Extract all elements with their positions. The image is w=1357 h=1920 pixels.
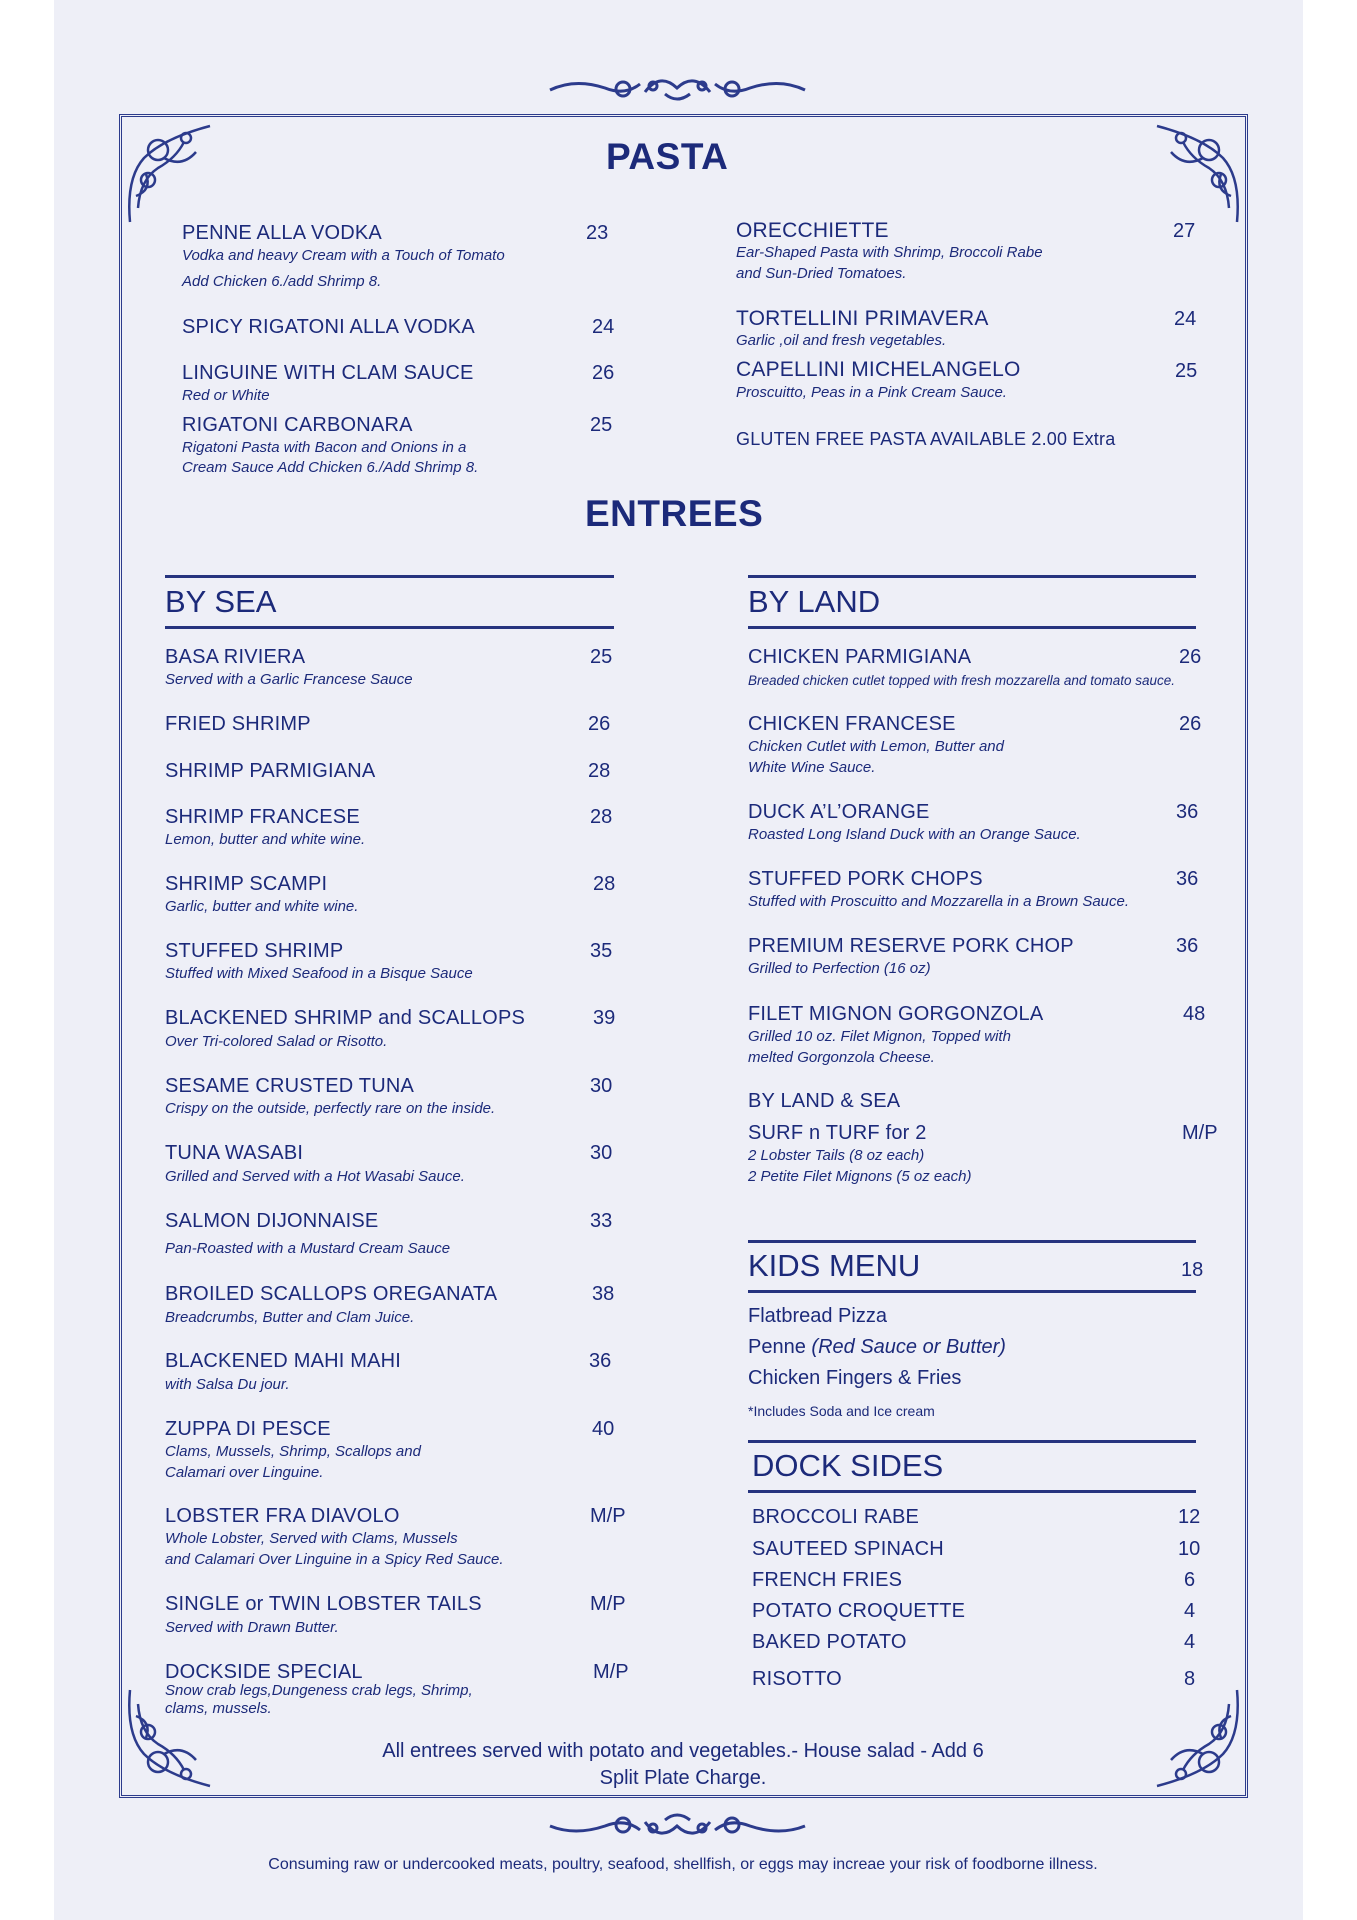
divider <box>748 1440 1196 1443</box>
side-item-price: 10 <box>1178 1538 1201 1560</box>
menu-item-price: 35 <box>590 940 613 962</box>
menu-item-desc: Garlic ,oil and fresh vegetables. <box>736 332 947 349</box>
menu-item-name: LOBSTER FRA DIAVOLO <box>165 1505 400 1527</box>
menu-item-price: 36 <box>1176 801 1199 823</box>
menu-item-price: 27 <box>1173 220 1196 242</box>
menu-item-name: SHRIMP FRANCESE <box>165 806 360 828</box>
menu-item-price: 48 <box>1183 1003 1206 1025</box>
menu-item-desc: and Sun-Dried Tomatoes. <box>736 265 907 282</box>
menu-item-name: TUNA WASABI <box>165 1142 304 1164</box>
divider <box>748 1490 1196 1493</box>
menu-item-name: SINGLE or TWIN LOBSTER TAILS <box>165 1593 482 1615</box>
divider <box>748 1240 1196 1243</box>
menu-item-name: BASA RIVIERA <box>165 646 306 668</box>
footer-note: All entrees served with potato and vegetables.- House salad - Add 6 <box>382 1740 984 1762</box>
menu-item-name: SALMON DIJONNAISE <box>165 1210 379 1232</box>
side-item-price: 8 <box>1184 1668 1196 1690</box>
kids-item: Chicken Fingers & Fries <box>748 1367 962 1389</box>
kids-item-penne-note: (Red Sauce or Butter) <box>811 1336 1006 1358</box>
menu-item-desc: Calamari over Linguine. <box>165 1464 324 1481</box>
side-item-name: BAKED POTATO <box>752 1631 907 1653</box>
menu-item-price: M/P <box>590 1593 626 1615</box>
side-item-price: 4 <box>1184 1600 1196 1622</box>
menu-item-name: DOCKSIDE SPECIAL <box>165 1661 363 1683</box>
footer-note: Split Plate Charge. <box>599 1767 767 1789</box>
menu-item-name: FILET MIGNON GORGONZOLA <box>748 1003 1044 1025</box>
menu-item-desc: Crispy on the outside, perfectly rare on the inside. <box>165 1100 496 1117</box>
side-item-name: BROCCOLI RABE <box>752 1506 920 1528</box>
menu-item-price: M/P <box>590 1505 626 1527</box>
menu-item-price: 36 <box>1176 935 1199 957</box>
menu-item-name: LINGUINE WITH CLAM SAUCE <box>182 362 474 384</box>
menu-item-desc: Red or White <box>182 387 270 404</box>
kids-menu-price: 18 <box>1181 1259 1204 1281</box>
corner-flourish-icon <box>124 118 216 228</box>
menu-item-price: 24 <box>592 316 615 338</box>
disclaimer: Consuming raw or undercooked meats, poultry, seafood, shellfish, or eggs may increae your risk of foodborne illness. <box>268 1856 1098 1873</box>
kids-note: *Includes Soda and Ice cream <box>748 1403 935 1419</box>
menu-item-price: 25 <box>590 414 613 436</box>
menu-item-price: 28 <box>588 760 611 782</box>
menu-item-price: 25 <box>590 646 613 668</box>
side-item-price: 4 <box>1184 1631 1196 1653</box>
kids-item <box>748 1336 1006 1359</box>
divider <box>165 626 614 629</box>
menu-item-price: 28 <box>590 806 613 828</box>
menu-item-desc: clams, mussels. <box>165 1700 272 1717</box>
menu-item-desc: Over Tri-colored Salad or Risotto. <box>165 1033 388 1050</box>
menu-item-name: CHICKEN PARMIGIANA <box>748 646 972 668</box>
menu-item-name: SESAME CRUSTED TUNA <box>165 1075 415 1097</box>
menu-item-name: SURF n TURF for 2 <box>748 1122 927 1144</box>
menu-item-name: TORTELLINI PRIMAVERA <box>736 307 989 330</box>
land-sea-heading: BY LAND & SEA <box>748 1090 901 1112</box>
by-land-title: BY LAND <box>748 584 881 619</box>
menu-item-price: 23 <box>586 222 609 244</box>
menu-item-name: ORECCHIETTE <box>736 219 889 242</box>
menu-item-name: DUCK A’L’ORANGE <box>748 801 930 823</box>
menu-item-price: 30 <box>590 1075 613 1097</box>
corner-flourish-icon <box>1151 1684 1243 1794</box>
menu-item-desc: Clams, Mussels, Shrimp, Scallops and <box>165 1443 421 1460</box>
menu-item-desc: Whole Lobster, Served with Clams, Mussels <box>165 1530 458 1547</box>
menu-item-name: PENNE ALLA VODKA <box>182 222 382 244</box>
menu-item-price: 30 <box>590 1142 613 1164</box>
divider <box>165 575 614 578</box>
menu-item-price: M/P <box>1182 1122 1218 1144</box>
kids-item-penne: Penne <box>748 1336 806 1358</box>
divider <box>748 1290 1196 1293</box>
menu-item-name: BROILED SCALLOPS OREGANATA <box>165 1283 498 1305</box>
menu-item-desc: Stuffed with Mixed Seafood in a Bisque Sauce <box>165 965 473 982</box>
menu-item-price: 24 <box>1174 308 1197 330</box>
menu-item-desc: Served with a Garlic Francese Sauce <box>165 671 413 688</box>
menu-item-desc: Served with Drawn Butter. <box>165 1619 339 1636</box>
menu-item-desc: Breadcrumbs, Butter and Clam Juice. <box>165 1309 415 1326</box>
menu-item-name: STUFFED PORK CHOPS <box>748 868 983 890</box>
side-item-name: FRENCH FRIES <box>752 1569 903 1591</box>
menu-item-price: 36 <box>589 1350 612 1372</box>
menu-item-desc: Grilled and Served with a Hot Wasabi Sauce. <box>165 1168 465 1185</box>
menu-item-desc: 2 Lobster Tails (8 oz each) <box>748 1147 925 1164</box>
menu-item-price: 36 <box>1176 868 1199 890</box>
divider <box>748 626 1196 629</box>
menu-item-name: SPICY RIGATONI ALLA VODKA <box>182 316 475 338</box>
menu-item-price: 39 <box>593 1007 616 1029</box>
corner-flourish-icon <box>1151 118 1243 228</box>
side-item-price: 6 <box>1184 1569 1196 1591</box>
menu-item-desc: Rigatoni Pasta with Bacon and Onions in a <box>182 439 467 456</box>
side-item-price: 12 <box>1178 1506 1201 1528</box>
menu-item-name: CHICKEN FRANCESE <box>748 713 956 735</box>
menu-item-name: ZUPPA DI PESCE <box>165 1418 331 1440</box>
menu-item-desc: Roasted Long Island Duck with an Orange Sauce. <box>748 826 1081 843</box>
menu-item-price: 26 <box>1179 713 1202 735</box>
menu-item-name: SHRIMP PARMIGIANA <box>165 760 376 782</box>
menu-item-desc: Add Chicken 6./add Shrimp 8. <box>182 273 382 290</box>
menu-item-name: FRIED SHRIMP <box>165 713 311 735</box>
side-item-name: SAUTEED SPINACH <box>752 1538 944 1560</box>
menu-item-desc: Vodka and heavy Cream with a Touch of Tomato <box>182 247 505 264</box>
divider <box>748 575 1196 578</box>
menu-item-desc: Snow crab legs,Dungeness crab legs, Shrimp, <box>165 1682 473 1699</box>
menu-item-name: RIGATONI CARBONARA <box>182 414 413 436</box>
menu-item-price: 33 <box>590 1210 613 1232</box>
menu-item-desc: Pan-Roasted with a Mustard Cream Sauce <box>165 1240 451 1257</box>
top-flourish-icon <box>545 70 810 108</box>
menu-item-price: 40 <box>592 1418 615 1440</box>
menu-item-name: STUFFED SHRIMP <box>165 940 344 962</box>
menu-item-price: 26 <box>592 362 615 384</box>
entrees-title: ENTREES <box>585 493 764 534</box>
pasta-title: PASTA <box>606 136 729 177</box>
menu-item-desc: with Salsa Du jour. <box>165 1376 290 1393</box>
menu-item-desc: and Calamari Over Linguine in a Spicy Red Sauce. <box>165 1551 504 1568</box>
menu-item-name: CAPELLINI MICHELANGELO <box>736 358 1021 381</box>
menu-item-desc: Garlic, butter and white wine. <box>165 898 359 915</box>
side-item-name: POTATO CROQUETTE <box>752 1600 966 1622</box>
menu-item-desc: Chicken Cutlet with Lemon, Butter and <box>748 738 1004 755</box>
menu-item-desc: Lemon, butter and white wine. <box>165 831 366 848</box>
menu-item-desc: melted Gorgonzola Cheese. <box>748 1049 935 1066</box>
menu-item-desc: Stuffed with Proscuitto and Mozzarella in a Brown Sauce. <box>748 893 1130 910</box>
kids-menu-title: KIDS MENU <box>748 1248 921 1283</box>
menu-item-desc: Cream Sauce Add Chicken 6./Add Shrimp 8. <box>182 459 479 476</box>
menu-item-name: SHRIMP SCAMPI <box>165 873 328 895</box>
menu-item-desc: Proscuitto, Peas in a Pink Cream Sauce. <box>736 384 1007 401</box>
menu-item-desc: Breaded chicken cutlet topped with fresh mozzarella and tomato sauce. <box>748 673 1175 688</box>
menu-item-price: 28 <box>593 873 616 895</box>
menu-item-desc: Grilled 10 oz. Filet Mignon, Topped with <box>748 1028 1011 1045</box>
menu-item-desc: Grilled to Perfection (16 oz) <box>748 960 931 977</box>
menu-item-name: BLACKENED MAHI MAHI <box>165 1350 402 1372</box>
menu-item-desc: Ear-Shaped Pasta with Shrimp, Broccoli Rabe <box>736 244 1043 261</box>
by-sea-title: BY SEA <box>165 584 277 619</box>
menu-item-price: 25 <box>1175 360 1198 382</box>
menu-item-desc: White Wine Sauce. <box>748 759 876 776</box>
menu-item-price: M/P <box>593 1661 629 1683</box>
menu-item-name: PREMIUM RESERVE PORK CHOP <box>748 935 1074 957</box>
menu-item-price: 26 <box>588 713 611 735</box>
side-item-name: RISOTTO <box>752 1668 842 1690</box>
menu-item-price: 38 <box>592 1283 615 1305</box>
menu-item-desc: 2 Petite Filet Mignons (5 oz each) <box>748 1168 972 1185</box>
bottom-flourish-icon <box>545 1806 810 1844</box>
menu-item-price: 26 <box>1179 646 1202 668</box>
menu-item-name: BLACKENED SHRIMP and SCALLOPS <box>165 1007 526 1029</box>
dock-sides-title: DOCK SIDES <box>752 1448 944 1483</box>
kids-item: Flatbread Pizza <box>748 1305 887 1327</box>
gluten-free-note: GLUTEN FREE PASTA AVAILABLE 2.00 Extra <box>736 429 1116 449</box>
